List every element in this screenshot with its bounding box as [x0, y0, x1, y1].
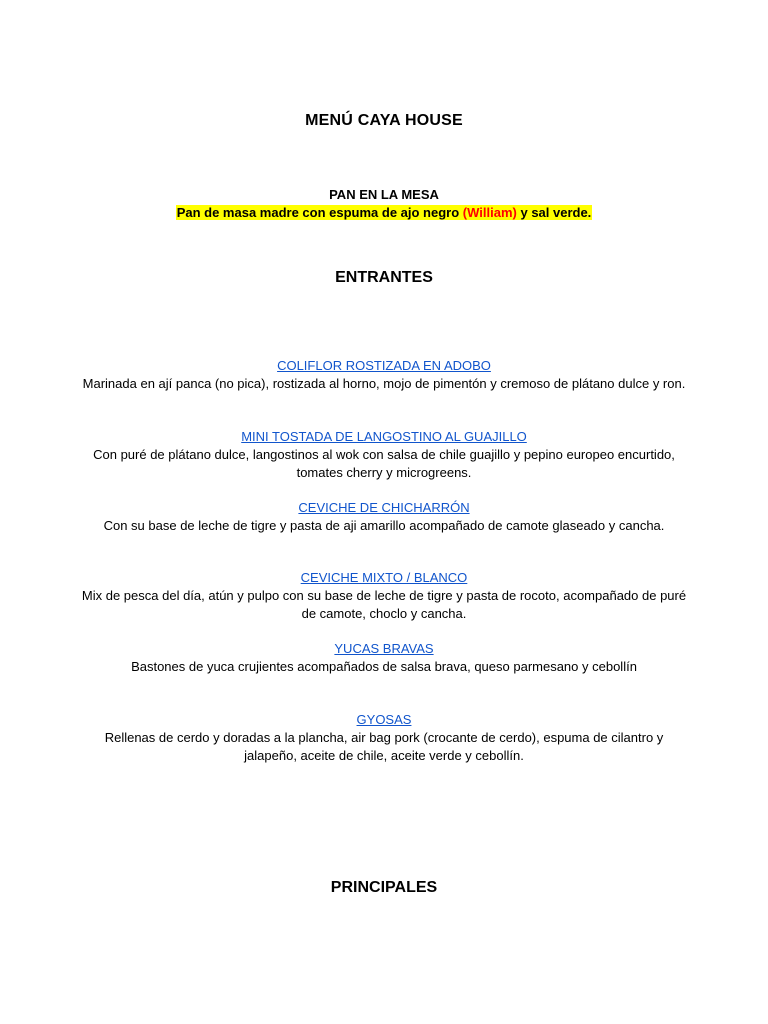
dish-desc-mini-tostada: Con puré de plátano dulce, langostinos al wok con salsa de chile guajillo y pepino europeo encurtido, tomates cherry y microgreens. [93, 447, 675, 480]
dish-link-mini-tostada[interactable]: MINI TOSTADA DE LANGOSTINO AL GUAJILLO [241, 429, 527, 444]
dish-coliflor [80, 357, 688, 393]
bread-highlight [176, 205, 593, 220]
dish-desc-ceviche-chicharron: Con su base de leche de tigre y pasta de aji amarillo acompañado de camote glaseado y cancha. [103, 518, 665, 533]
dish-link-yucas-bravas[interactable]: YUCAS BRAVAS [334, 641, 434, 656]
dish-link-ceviche-mixto[interactable]: CEVICHE MIXTO / BLANCO [300, 570, 468, 585]
section-principales: PRINCIPALES [330, 879, 438, 896]
dish-link-gyosas[interactable]: GYOSAS [356, 712, 412, 727]
bread-heading: PAN EN LA MESA [329, 187, 439, 202]
dish-yucas-bravas [80, 640, 688, 676]
bread-desc-end: y sal verde. [516, 205, 592, 220]
dish-gyosas [80, 711, 688, 765]
dish-desc-ceviche-mixto: Mix de pesca del día, atún y pulpo con su base de leche de tigre y pasta de rocoto, acompañado de puré de camote, choclo y cancha. [81, 588, 687, 621]
dish-desc-yucas-bravas: Bastones de yuca crujientes acompañados de salsa brava, queso parmesano y cebollín [131, 659, 637, 674]
section-entrantes: ENTRANTES [335, 269, 433, 286]
dish-link-coliflor[interactable]: COLIFLOR ROSTIZADA EN ADOBO [277, 358, 491, 373]
bread-desc-william: (William) [462, 205, 517, 220]
dish-ceviche-mixto [80, 569, 688, 623]
bread-description [0, 205, 768, 220]
bread-desc-start: Pan de masa madre con espuma de ajo negro [176, 205, 463, 220]
dish-desc-coliflor: Marinada en ají panca (no pica), rostizada al horno, mojo de pimentón y cremoso de plátano dulce y ron. [82, 376, 686, 391]
dish-ceviche-chicharron [80, 499, 688, 535]
dish-link-ceviche-chicharron[interactable]: CEVICHE DE CHICHARRÓN [298, 500, 470, 515]
dish-mini-tostada [80, 428, 688, 482]
dish-desc-gyosas: Rellenas de cerdo y doradas a la plancha, air bag pork (crocante de cerdo), espuma de cilantro y jalapeño, aceite de chile, aceite verde y cebollín. [104, 730, 664, 763]
menu-title: MENÚ CAYA HOUSE [305, 112, 463, 129]
